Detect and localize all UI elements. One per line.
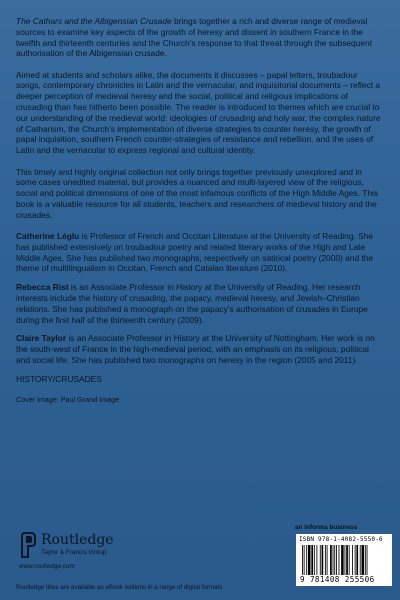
blurb-paragraph-1	[16, 16, 382, 59]
ebook-note: Routledge titles are available as eBook editions in a range of digital formats	[16, 584, 223, 591]
informa-business-tagline: an informa business	[295, 524, 358, 531]
author-bio-text: is Professor of French and Occitan Literature at the University of Reading. She has published extensively on troubadour poetry and related literary works of the High and Late Middle Ages. She has published two monographs, respectively on satirical poetry (2000) and the theme of multilingualism in Occitan, French and Catalan literature (2010).	[16, 231, 374, 274]
author-bio-2	[16, 282, 382, 325]
author-name: Catherine Léglu	[16, 231, 80, 242]
barcode-bars	[302, 545, 386, 575]
routledge-logo	[19, 532, 159, 566]
isbn-label: ISBN 978-1-4082-5550-6	[299, 536, 383, 543]
author-bio-text: is an Associate Professor in History at the University of Reading. Her research interests include the history of crusading, the papacy, medieval heresy, and Jewish–Christian relations. She has published a monograph on the papacy’s authorisation of crusades in Europe during the first half of the thirteenth century (2009).	[16, 282, 368, 325]
author-bio-text: is an Associate Professor in History at the University of Nottingham. Her work is on the south-west of France in the high-medieval period, with an emphasis on its religious, political and social life. She has published two monographs on heresy in the region (2005 and 2011).	[16, 333, 375, 366]
blurb-paragraph-2: Aimed at students and scholars alike, the documents it discusses – papal letters, troubadour songs, contemporary chronicles in Latin and the vernacular, and inquisitorial documents – reflect a deeper perception of medieval heresy and the social, political and religious implications of crusading than has hitherto been possible. The reader is introduced to themes which are crucial to our understanding of the medieval world: ideologies of crusading and holy war, the complex nature of Catharism, the Church’s implementation of diverse strategies to counter heresy, the growth of papal inquisition, southern French counter-strategies of resistance and rebellion, and the uses of Latin and the vernacular to express regional and cultural identity.	[16, 69, 381, 156]
subject-category: HISTORY/CRUSADES	[16, 373, 102, 384]
author-name: Claire Taylor	[16, 333, 67, 344]
back-cover-text	[16, 16, 382, 416]
cover-image-credit: Cover image: Paul Grand Image	[16, 395, 120, 405]
barcode-digits: 9 781408 255506	[300, 575, 375, 584]
author-bio-3	[16, 333, 382, 365]
publisher-name: Routledge	[41, 532, 114, 548]
blurb-paragraph-1-text: brings together a rich and diverse range of medieval sources to examine key aspects of the growth of heresy and dissent in southern France in the twelfth and thirteenth centuries and the Church’s response to that threat through the subsequent authorisation of the Albigensian crusade.	[16, 16, 373, 59]
blurb-paragraph-3: This timely and highly original collection not only brings together previously unexplored and in some cases unedited material, but provides a nuanced and multi-layered view of the religious, social and political dimensions of one of the most infamous conflicts of the High Middle Ages. This book is a valuable resource for all students, teachers and researchers of medieval history and the crusades.	[16, 166, 379, 220]
routledge-logo-icon	[19, 532, 37, 558]
author-name: Rebecca Rist	[16, 282, 69, 293]
author-bio-1	[16, 231, 382, 274]
publisher-group: Taylor & Francis Group	[41, 549, 107, 556]
isbn-barcode	[296, 534, 392, 586]
book-title: The Cathars and the Albigensian Crusade	[16, 16, 172, 26]
publisher-website: www.routledge.com	[19, 563, 75, 570]
